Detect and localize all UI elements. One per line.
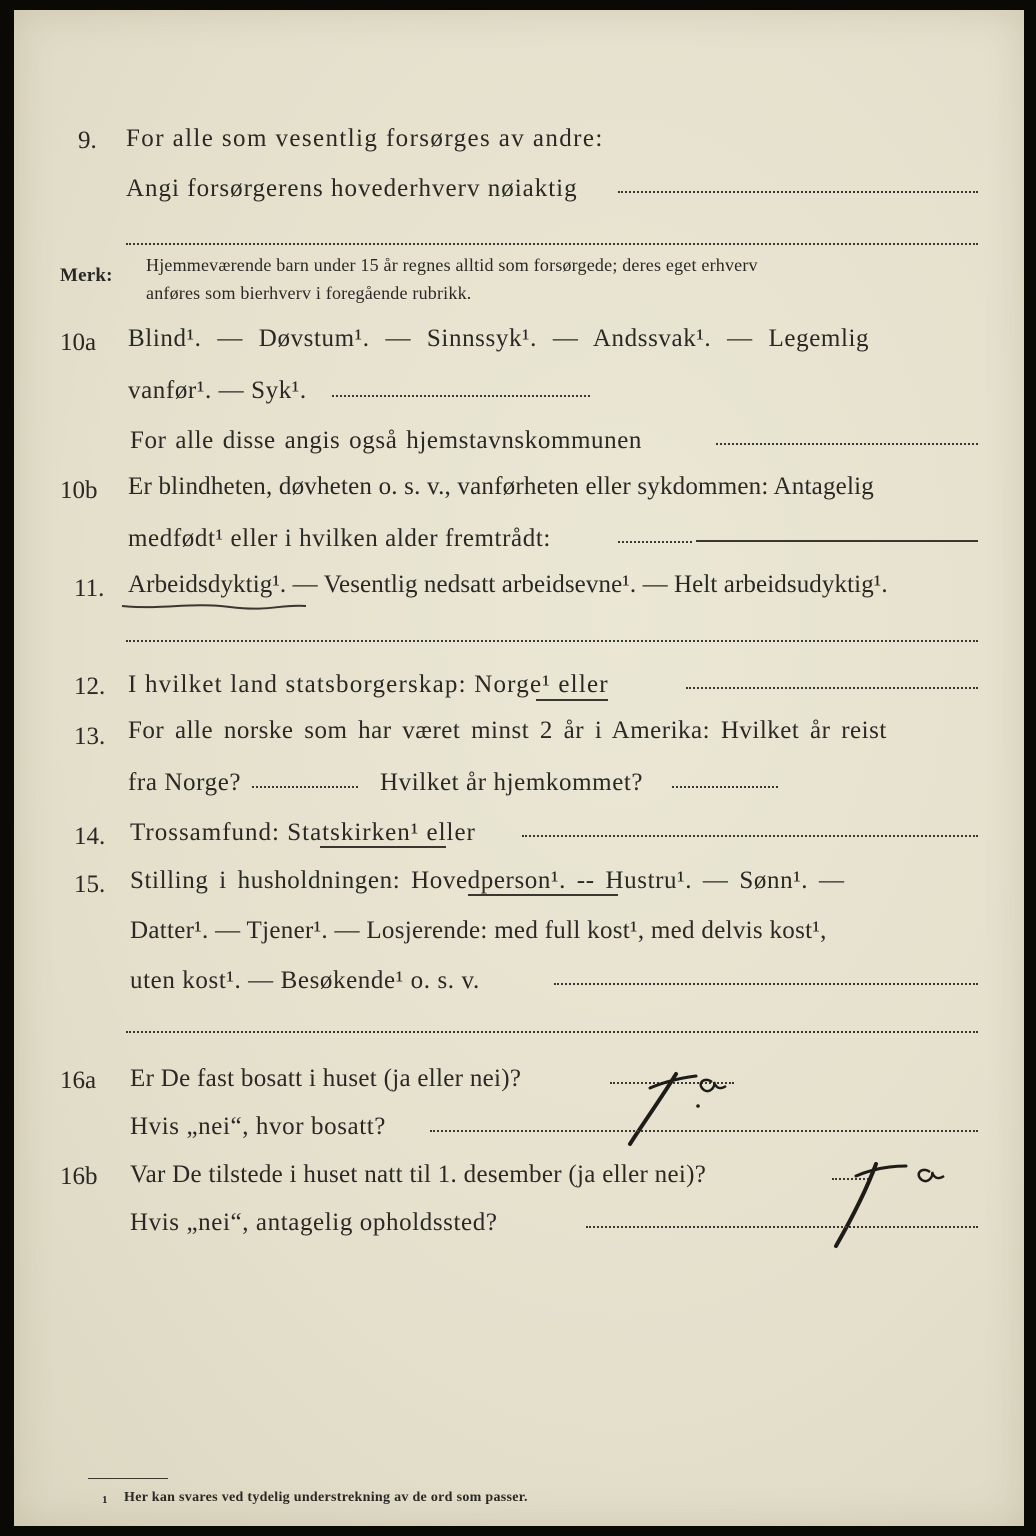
q15-line1: Stilling i husholdningen: Hovedperson¹. -- Hustru¹. — Sønn¹. — (130, 867, 845, 894)
q10a-number: 10a (60, 329, 97, 356)
q15-number: 15. (74, 871, 106, 898)
q12-line1: I hvilket land statsborgerskap: Norge¹ eller (128, 671, 609, 698)
q16a-handwritten-answer (612, 1052, 752, 1152)
q10b-line2: medfødt¹ eller i hvilken alder fremtrådt: (128, 525, 551, 552)
q15-answer-line-2[interactable] (126, 1031, 978, 1033)
q16b-line2: Hvis „nei“, antagelig opholdssted? (130, 1209, 498, 1236)
merk-line1: Hjemmeværende barn under 15 år regnes alltid som forsørgede; deres eget erhverv (146, 255, 758, 275)
q12-answer-line[interactable] (686, 687, 978, 689)
q16a-bosatt-answer-line[interactable] (430, 1130, 978, 1132)
q16b-handwritten-answer (814, 1146, 974, 1256)
q16a-line1: Er De fast bosatt i huset (ja eller nei)? (130, 1065, 522, 1092)
q10b-line1: Er blindheten, døvheten o. s. v., vanførheten eller sykdommen: Antagelig (128, 473, 874, 500)
q16b-answer-text: Ja (814, 1146, 815, 1147)
q9-answer-line-2[interactable] (126, 243, 978, 245)
q11-line1: Arbeidsdyktig¹. — Vesentlig nedsatt arbeidsevne¹. — Helt arbeidsudyktig¹. (128, 571, 888, 598)
merk-label: Merk: (60, 265, 113, 286)
q10a-syk-answer-line[interactable] (332, 395, 590, 397)
q13-hjemkommet-answer-line[interactable] (672, 786, 778, 788)
census-form-page (14, 10, 1024, 1526)
footnote-mark: 1 (102, 1494, 108, 1506)
merk-line2: anføres som bierhverv i foregående rubrikk. (146, 283, 472, 303)
q14-number: 14. (74, 823, 106, 850)
q16b-line1: Var De tilstede i huset natt til 1. desember (ja eller nei)? (130, 1161, 707, 1188)
q9-line2: Angi forsørgerens hovederhverv nøiaktig (126, 175, 578, 202)
footnote-rule (88, 1478, 168, 1479)
q13-line2a: fra Norge? (128, 769, 242, 796)
q14-answer-line[interactable] (522, 835, 978, 837)
q16a-answer-text: Ja (612, 1052, 613, 1053)
q16b-number: 16b (60, 1163, 98, 1190)
q14-line1: Trossamfund: Statskirken¹ eller (130, 819, 476, 846)
q15-hovedperson-underline (468, 894, 618, 896)
q16a-line2: Hvis „nei“, hvor bosatt? (130, 1113, 387, 1140)
q9-number: 9. (78, 127, 97, 154)
q10b-number: 10b (60, 477, 98, 504)
q15-line3: uten kost¹. — Besøkende¹ o. s. v. (130, 967, 480, 994)
q10a-kommune-answer-line[interactable] (716, 443, 978, 445)
q16b-opholdssted-answer-line[interactable] (586, 1226, 978, 1228)
q15-line2: Datter¹. — Tjener¹. — Losjerende: med full kost¹, med delvis kost¹, (130, 917, 827, 944)
q14-statskirken-underline (320, 846, 446, 848)
q13-reist-answer-line[interactable] (252, 786, 358, 788)
q15-answer-line[interactable] (554, 983, 978, 985)
q9-answer-line[interactable] (618, 191, 978, 193)
q12-norge-underline (536, 699, 608, 701)
q11-number: 11. (74, 575, 105, 602)
q10a-line2: vanfør¹. — Syk¹. (128, 377, 307, 404)
q11-handwritten-underline (120, 598, 310, 612)
q16a-number: 16a (60, 1067, 97, 1094)
q10a-line1: Blind¹. — Døvstum¹. — Sinnssyk¹. — Andssvak¹. — Legemlig (128, 325, 870, 352)
footnote-text: Her kan svares ved tydelig understrekning av de ord som passer. (124, 1490, 528, 1505)
q13-number: 13. (74, 723, 106, 750)
q10b-answer-dots[interactable] (618, 541, 692, 543)
q10b-answer-line[interactable] (696, 540, 978, 542)
q11-answer-line[interactable] (126, 640, 978, 642)
q13-line1: For alle norske som har været minst 2 år i Amerika: Hvilket år reist (128, 717, 887, 744)
q9-line1: For alle som vesentlig forsørges av andre: (126, 125, 604, 152)
q12-number: 12. (74, 673, 106, 700)
q10a-line3: For alle disse angis også hjemstavnskommunen (130, 427, 643, 454)
q13-line2b: Hvilket år hjemkommet? (380, 769, 644, 796)
